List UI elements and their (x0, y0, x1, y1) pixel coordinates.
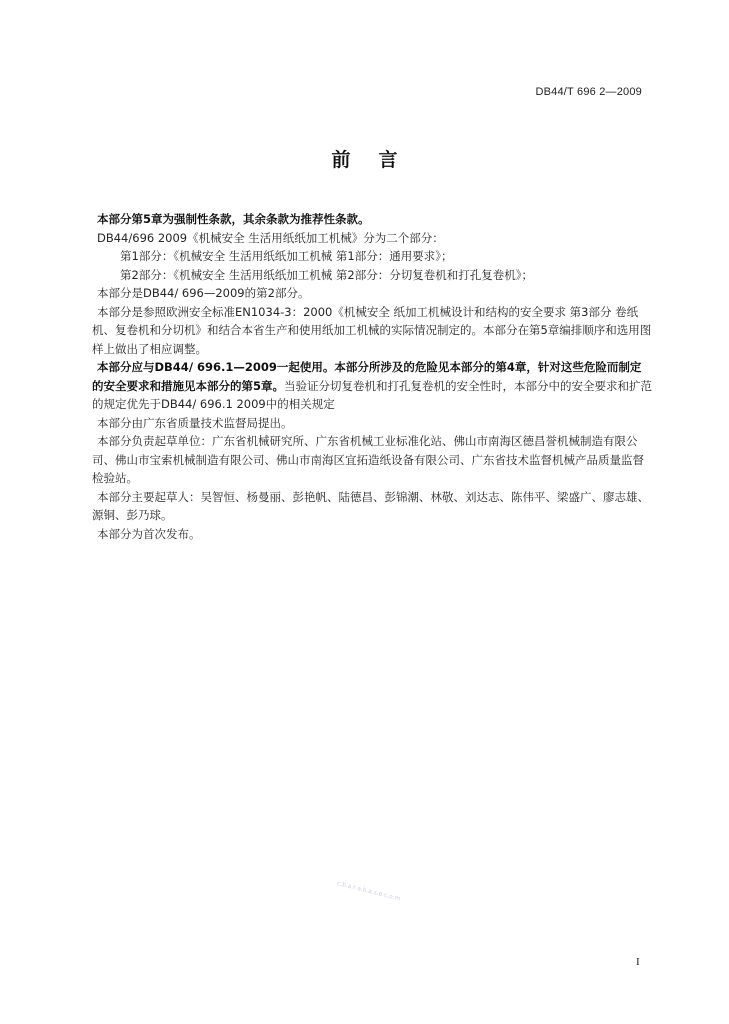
paragraph-drafting-units: 本部分负责起草单位：广东省机械研究所、广东省机械工业标准化站、佛山市南海区德昌誉机械制造有限公司、佛山市宝索机械制造有限公司、佛山市南海区宜拓造纸设备有限公司、广东省技术监督机械产品质量监督检验站。 (92, 434, 644, 485)
paragraph-parts-intro: DB44/696 2009《机械安全 生活用纸纸加工机械》分为二个部分： (97, 230, 444, 245)
document-code: DB44/T 696 2—2009 (535, 86, 642, 98)
paragraph-proposed-by: 本部分由广东省质量技术监督局提出。 (97, 415, 293, 430)
list-item-part2: 第2部分：《机械安全 生活用纸纸加工机械 第2部分：分切复卷机和打孔复卷机》； (120, 267, 533, 282)
list-item-part1: 第1部分：《机械安全 生活用纸纸加工机械 第1部分：通用要求》； (120, 249, 453, 263)
usage-bold-text: 本部分应与DB44/ 696.1—2009一起使用。本部分所涉及的危险见本部分的第4章，针对这些危险而制定的安全要求和措施见本部分的第5章。 (92, 360, 642, 393)
paragraph-part-of: 本部分是DB44/ 696—2009的第2部分。 (97, 286, 310, 300)
page-number: I (636, 956, 640, 968)
page-title: 前言 (331, 149, 426, 171)
watermark: c.b.a.t.a.b.a.s.e.c.o.m (336, 880, 401, 903)
preface-body (92, 210, 652, 543)
paragraph-drafters: 本部分主要起草人：吴智恒、杨曼丽、彭艳帆、陆德昌、彭锦潮、林敬、刘达志、陈伟平、梁盛广、廖志雄、源铜、彭乃球。 (92, 489, 649, 522)
paragraph-usage (92, 358, 652, 414)
paragraph-first-release: 本部分为首次发布。 (97, 526, 201, 541)
paragraph-reference-standard: 本部分是参照欧洲安全标准EN1034-3：2000《机械安全 纸加工机械设计和结构的安全要求 第3部分 卷纸机、复卷机和分切机》和结合本省生产和使用纸加工机械的实际情况制定的。本部分在第5章编排顺序和选用图样上做出了相应调整。 (92, 304, 652, 356)
usage-rest-text: 当验证分切复卷机和打孔复卷机的安全性时，本部分中的安全要求和扩范的规定优先于DB44/ 696.1 2009中的相关规定 (92, 378, 652, 411)
paragraph-mandatory-clause: 本部分第5章为强制性条款，其余条款为推荐性条款。 (97, 212, 370, 226)
